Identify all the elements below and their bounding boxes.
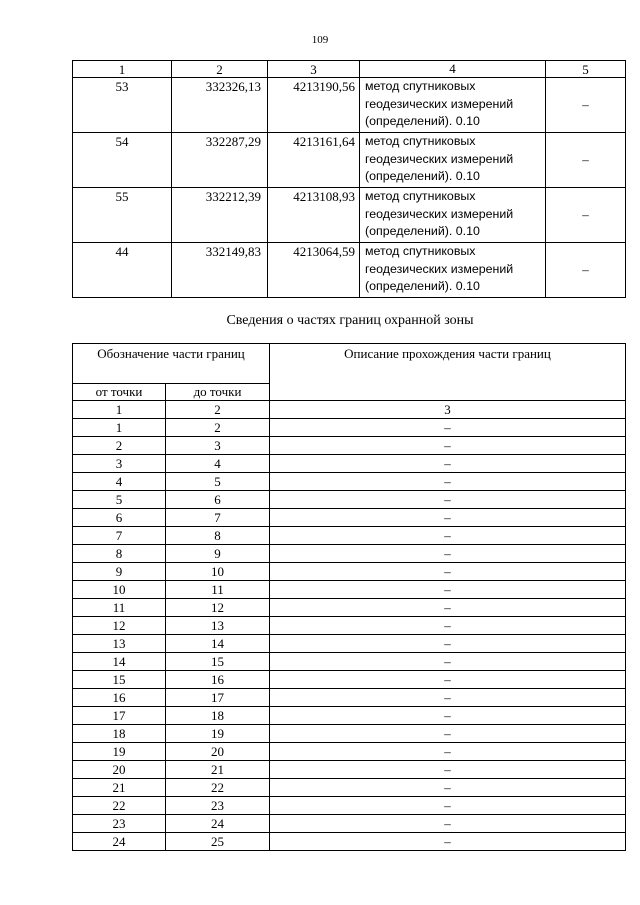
to-point-cell: 3 (166, 437, 270, 455)
column-5-cell: – (546, 243, 626, 298)
from-point-cell: 5 (73, 491, 166, 509)
method-line: метод спутниковых (365, 134, 476, 148)
point-number-cell: 53 (73, 78, 172, 133)
table-row (73, 188, 626, 243)
from-point-cell: 2 (73, 437, 166, 455)
method-cell (360, 243, 546, 298)
y-coordinate-cell: 4213108,93 (268, 188, 360, 243)
to-point-cell: 6 (166, 491, 270, 509)
table-row (73, 743, 626, 761)
from-point-cell: 3 (73, 455, 166, 473)
numbering-cell-1: 1 (73, 401, 166, 419)
description-cell: – (270, 689, 626, 707)
table-row (73, 491, 626, 509)
table-row (73, 437, 626, 455)
description-cell: – (270, 779, 626, 797)
description-cell: – (270, 635, 626, 653)
description-cell: – (270, 509, 626, 527)
description-cell: – (270, 473, 626, 491)
to-point-cell: 21 (166, 761, 270, 779)
boundary-description-header: Описание прохождения части границ (270, 344, 626, 401)
to-point-cell: 10 (166, 563, 270, 581)
table-row (73, 707, 626, 725)
from-point-cell: 14 (73, 653, 166, 671)
header-cell-3: 3 (268, 61, 360, 78)
from-point-cell: 4 (73, 473, 166, 491)
to-point-cell: 20 (166, 743, 270, 761)
numbering-cell-3: 3 (270, 401, 626, 419)
to-point-cell: 5 (166, 473, 270, 491)
description-cell: – (270, 671, 626, 689)
description-cell: – (270, 617, 626, 635)
method-line: геодезических измерений (365, 261, 514, 276)
table-row (73, 473, 626, 491)
table-row (73, 689, 626, 707)
to-point-cell: 11 (166, 581, 270, 599)
table-row (73, 761, 626, 779)
header-cell-5: 5 (546, 61, 626, 78)
method-line: (определений). 0.10 (365, 224, 480, 238)
header-cell-2: 2 (172, 61, 268, 78)
to-point-cell: 13 (166, 617, 270, 635)
from-point-cell: 7 (73, 527, 166, 545)
description-cell: – (270, 545, 626, 563)
description-cell: – (270, 437, 626, 455)
description-cell: – (270, 527, 626, 545)
table-row (73, 243, 626, 298)
description-cell: – (270, 563, 626, 581)
description-cell: – (270, 743, 626, 761)
y-coordinate-cell: 4213161,64 (268, 133, 360, 188)
from-point-cell: 16 (73, 689, 166, 707)
description-cell: – (270, 761, 626, 779)
table-row (73, 599, 626, 617)
from-point-cell: 9 (73, 563, 166, 581)
description-cell: – (270, 599, 626, 617)
table-row (73, 725, 626, 743)
from-point-cell: 15 (73, 671, 166, 689)
to-point-header: до точки (166, 384, 270, 401)
section-title: Сведения о частях границ охранной зоны (226, 313, 474, 328)
from-point-cell: 1 (73, 419, 166, 437)
method-cell (360, 188, 546, 243)
from-point-cell: 6 (73, 509, 166, 527)
description-cell: – (270, 653, 626, 671)
coordinates-table (72, 60, 626, 298)
y-coordinate-cell: 4213064,59 (268, 243, 360, 298)
to-point-cell: 8 (166, 527, 270, 545)
to-point-cell: 24 (166, 815, 270, 833)
to-point-cell: 7 (166, 509, 270, 527)
table-row (73, 779, 626, 797)
page-number: 109 (311, 34, 329, 46)
from-point-cell: 10 (73, 581, 166, 599)
description-cell: – (270, 815, 626, 833)
from-point-cell: 24 (73, 833, 166, 851)
description-cell: – (270, 797, 626, 815)
table-row (73, 671, 626, 689)
method-cell (360, 78, 546, 133)
method-line: метод спутниковых (365, 79, 476, 93)
boundary-part-designation-header: Обозначение части границ (73, 344, 270, 384)
table-row (73, 133, 626, 188)
method-cell (360, 133, 546, 188)
table-row (73, 509, 626, 527)
to-point-cell: 17 (166, 689, 270, 707)
method-line: метод спутниковых (365, 244, 476, 258)
description-cell: – (270, 455, 626, 473)
to-point-cell: 22 (166, 779, 270, 797)
method-line: геодезических измерений (365, 96, 514, 111)
table-row (73, 653, 626, 671)
to-point-cell: 19 (166, 725, 270, 743)
to-point-cell: 18 (166, 707, 270, 725)
description-cell: – (270, 491, 626, 509)
to-point-cell: 25 (166, 833, 270, 851)
numbering-cell-2: 2 (166, 401, 270, 419)
from-point-cell: 17 (73, 707, 166, 725)
from-point-cell: 19 (73, 743, 166, 761)
method-line: геодезических измерений (365, 206, 514, 221)
table-row (73, 78, 626, 133)
parts-table-numbering-row (73, 401, 626, 419)
table-row (73, 581, 626, 599)
from-point-cell: 12 (73, 617, 166, 635)
column-5-cell: – (546, 133, 626, 188)
table-row (73, 815, 626, 833)
point-number-cell: 44 (73, 243, 172, 298)
from-point-cell: 8 (73, 545, 166, 563)
table-row (73, 563, 626, 581)
method-line: (определений). 0.10 (365, 279, 480, 293)
point-number-cell: 54 (73, 133, 172, 188)
table-row (73, 527, 626, 545)
table-row (73, 635, 626, 653)
table-row (73, 455, 626, 473)
from-point-cell: 13 (73, 635, 166, 653)
description-cell: – (270, 833, 626, 851)
from-point-cell: 18 (73, 725, 166, 743)
table-row (73, 545, 626, 563)
to-point-cell: 2 (166, 419, 270, 437)
column-5-cell: – (546, 188, 626, 243)
to-point-cell: 16 (166, 671, 270, 689)
x-coordinate-cell: 332326,13 (172, 78, 268, 133)
parts-table-header-row (73, 344, 626, 384)
from-point-cell: 23 (73, 815, 166, 833)
header-cell-1: 1 (73, 61, 172, 78)
to-point-cell: 14 (166, 635, 270, 653)
description-cell: – (270, 707, 626, 725)
boundary-parts-table (72, 343, 626, 851)
from-point-cell: 11 (73, 599, 166, 617)
from-point-cell: 20 (73, 761, 166, 779)
x-coordinate-cell: 332149,83 (172, 243, 268, 298)
x-coordinate-cell: 332287,29 (172, 133, 268, 188)
to-point-cell: 4 (166, 455, 270, 473)
to-point-cell: 23 (166, 797, 270, 815)
description-cell: – (270, 419, 626, 437)
column-5-cell: – (546, 78, 626, 133)
from-point-header: от точки (73, 384, 166, 401)
table-row (73, 833, 626, 851)
method-line: метод спутниковых (365, 189, 476, 203)
table-row (73, 617, 626, 635)
point-number-cell: 55 (73, 188, 172, 243)
to-point-cell: 9 (166, 545, 270, 563)
header-cell-4: 4 (360, 61, 546, 78)
coordinates-table-header (73, 61, 626, 78)
table-row (73, 797, 626, 815)
description-cell: – (270, 725, 626, 743)
from-point-cell: 22 (73, 797, 166, 815)
method-line: (определений). 0.10 (365, 169, 480, 183)
method-line: геодезических измерений (365, 151, 514, 166)
to-point-cell: 12 (166, 599, 270, 617)
x-coordinate-cell: 332212,39 (172, 188, 268, 243)
table-row (73, 419, 626, 437)
from-point-cell: 21 (73, 779, 166, 797)
y-coordinate-cell: 4213190,56 (268, 78, 360, 133)
to-point-cell: 15 (166, 653, 270, 671)
description-cell: – (270, 581, 626, 599)
method-line: (определений). 0.10 (365, 114, 480, 128)
